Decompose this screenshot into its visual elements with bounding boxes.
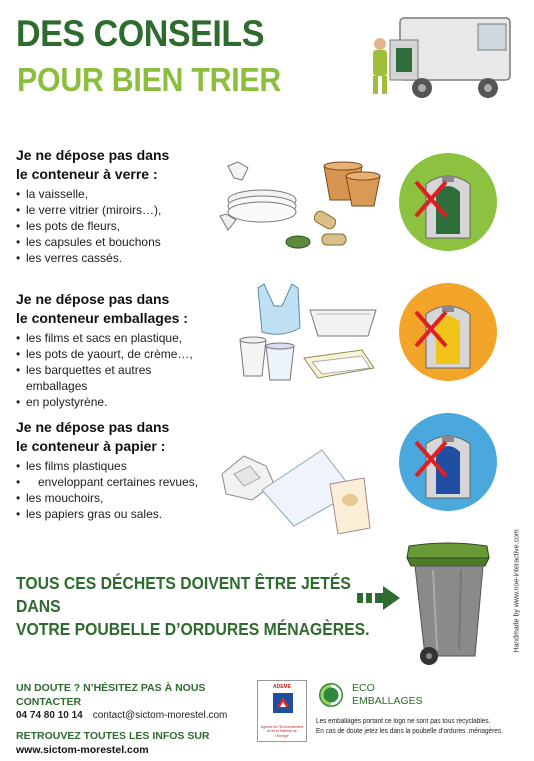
eco-emballages-logo-icon: [318, 682, 344, 708]
section-title: Je ne dépose pas dans: [16, 419, 170, 435]
paper-items-illustration: [214, 444, 390, 534]
bottom-message-line: TOUS CES DÉCHETS DOIVENT ÊTRE JETÉS DANS: [16, 573, 351, 616]
section-title: le conteneur à papier :: [16, 438, 166, 454]
info-heading: RETROUVEZ TOUTES LES INFOS SUR: [16, 730, 210, 742]
list-item: • les verres cassés.: [16, 250, 206, 266]
list-item: • les capsules et bouchons: [16, 234, 206, 250]
eco-note: Les emballages portant ce logo ne sont pas tous recyclables. En cas de doute jetez les dans la poubelle d’ordures .ménagères.: [316, 718, 503, 735]
section-verre: [16, 146, 206, 266]
bottom-message-line: VOTRE POUBELLE D’ORDURES MÉNAGÈRES.: [16, 619, 370, 639]
section-title: le conteneur emballages :: [16, 310, 188, 326]
packaging-items-illustration: [226, 280, 396, 390]
emballages-container-circle: [398, 282, 498, 382]
page-title: DES CONSEILS: [16, 13, 264, 54]
phone-number: 04 74 80 10 14: [16, 710, 83, 721]
list-item: • les pots de yaourt, de crème…,: [16, 346, 206, 362]
bottom-message: [16, 572, 376, 641]
page-subtitle: POUR BIEN TRIER: [17, 61, 282, 98]
list-item: • en polystyrène.: [16, 394, 206, 410]
ademe-logo: ADEME Agence de l’Environnement et de la Maîtrise de l’Énergie: [257, 680, 307, 742]
website-link[interactable]: www.sictom-morestel.com: [16, 744, 149, 756]
list-item: • les films et sacs en plastique,: [16, 330, 206, 346]
glass-items-illustration: [214, 156, 390, 256]
verre-container-circle: [398, 152, 498, 252]
section-title: Je ne dépose pas dans: [16, 291, 170, 307]
ademe-emblem-icon: [273, 693, 293, 713]
section-emballages: [16, 290, 206, 410]
arrow-right-icon: [357, 585, 401, 611]
contact-heading: UN DOUTE ? N’HÉSITEZ PAS À NOUS CONTACTER: [16, 682, 206, 708]
list-item: • les barquettes et autres emballages: [16, 362, 206, 394]
garbage-truck-illustration: [360, 10, 520, 106]
credit-text: Handmade by www.noe-interactive.com: [513, 529, 521, 653]
papier-container-circle: [398, 412, 498, 512]
list-item: • le verre vitrier (miroirs…),: [16, 202, 206, 218]
list-item: • la vaisselle,: [16, 186, 206, 202]
household-bin-illustration: [403, 540, 493, 668]
eco-emballages-label: ECO EMBALLAGES: [352, 682, 423, 707]
section-title: Je ne dépose pas dans: [16, 147, 170, 163]
list-item: • les papiers gras ou sales.: [16, 506, 206, 522]
section-title: le conteneur à verre :: [16, 166, 158, 182]
section-papier: [16, 418, 206, 522]
list-item: • les pots de fleurs,: [16, 218, 206, 234]
footer-contact: [16, 681, 256, 757]
list-item: • les films plastiques: [16, 458, 206, 474]
email-link[interactable]: contact@sictom-morestel.com: [92, 710, 228, 721]
list-item: • enveloppant certaines revues,: [16, 474, 206, 490]
list-item: • les mouchoirs,: [16, 490, 206, 506]
